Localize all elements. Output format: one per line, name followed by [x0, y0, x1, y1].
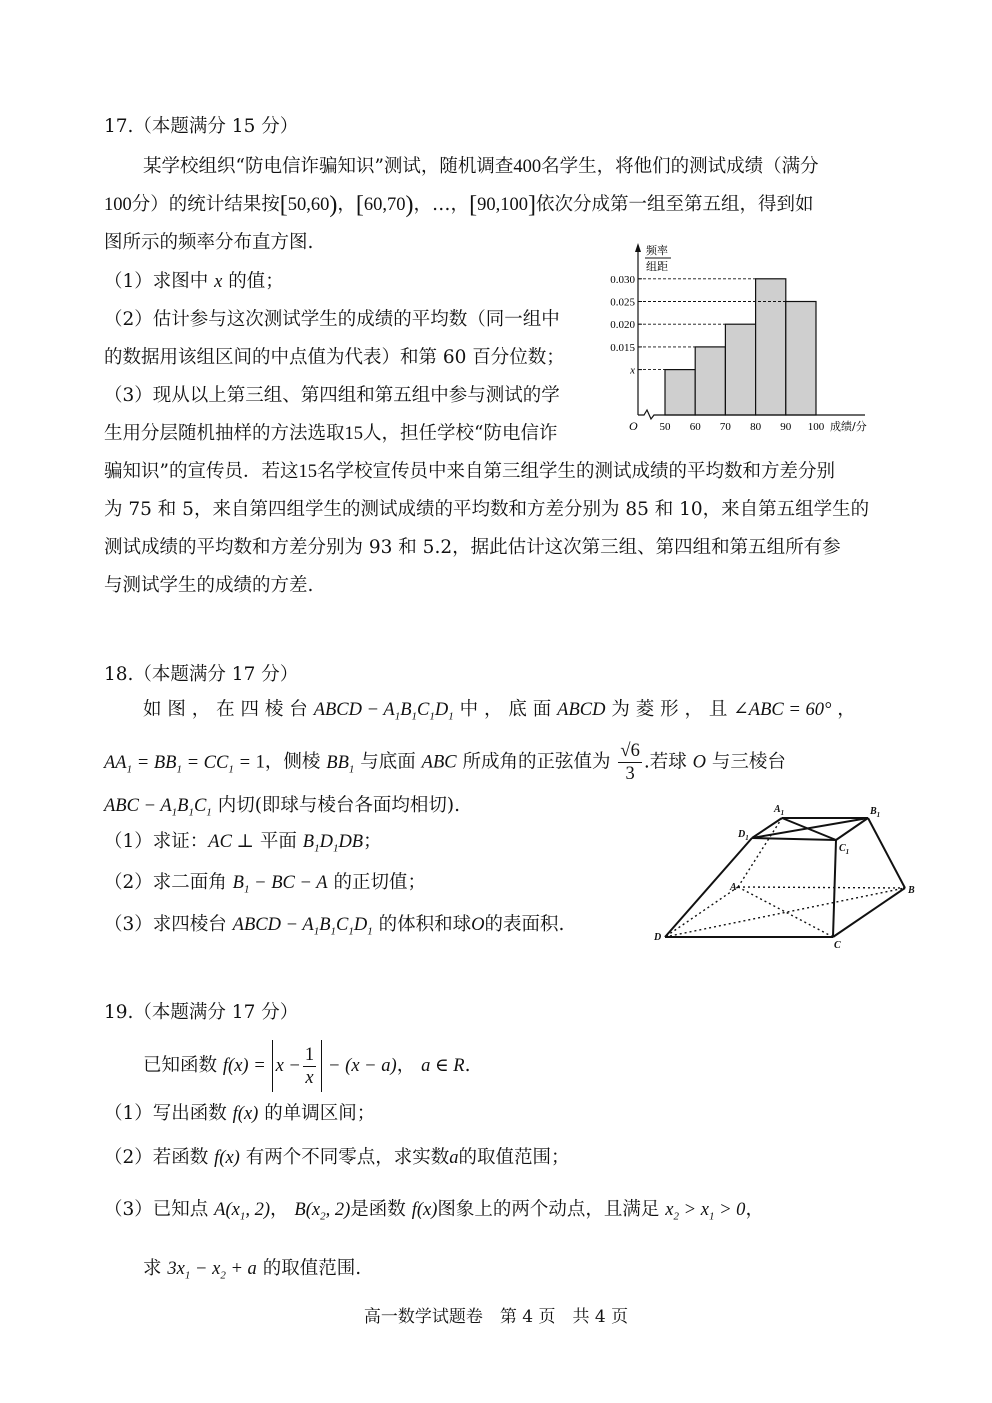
- q17-sub3-line5: 测试成绩的平均数和方差分别为 93 和 5.2，据此估计这次第三组、第四组和第五组所有参: [104, 537, 841, 558]
- vertex-label-d: D: [654, 932, 662, 943]
- q18-line2: $AA_1 = BB_1 = CC_1 = 1$，侧棱 $BB_1$ 与底面 ABC 所成角的正弦值为 $\frac{√6}{3}$ .若球 O 与三棱台: [104, 741, 786, 784]
- page-footer: 高一数学试题卷 第 4 页 共 4 页: [363, 1307, 629, 1327]
- q17-sub2-line2: 的数据用该组区间的中点值为代表）和第 60 百分位数；: [104, 347, 565, 368]
- q17-intro-line3: 图所示的频率分布直方图.: [104, 232, 314, 253]
- vertex-label-b1: $B_1$: [870, 806, 881, 819]
- q19-sub2: （2）若函数 f(x) 有两个不同零点，求实数a的取值范围；: [104, 1147, 570, 1168]
- q17-sub3-line1: （3）现从以上第三组、第四组和第五组中参与测试的学: [104, 385, 560, 406]
- frequency-histogram: [600, 238, 890, 438]
- x-tick-label-2: 60: [689, 421, 701, 433]
- histogram-bar-1: [665, 370, 695, 415]
- q17-heading: 17.（本题满分 15 分）: [104, 116, 299, 137]
- y-tick-label-1: 0.030: [610, 273, 635, 286]
- x-tick-label-5: 90: [780, 421, 792, 433]
- vertex-label-a: A: [730, 882, 737, 893]
- q18-sub1: （1）求证：AC ⊥ 平面 $B_1D_1DB$；: [104, 831, 382, 855]
- y-tick-label-4: 0.015: [610, 341, 635, 354]
- y-tick-label-3: 0.020: [610, 319, 635, 332]
- vertex-label-d1: $D_1$: [738, 829, 749, 842]
- histogram-bar-2: [695, 347, 725, 415]
- x-tick-label-6: 100: [807, 421, 825, 433]
- q18-line1: 如 图 ， 在 四 棱 台 ABCD − $A_1B_1C_1D_1$ 中 ， 底 面 ABCD 为 菱 形 ， 且 ∠ABC = 60° ，: [143, 699, 856, 723]
- q19-function-def: 已知函数 f(x) = x − $\frac{1}{x}$ − (x − a)， a ∈ R.: [143, 1040, 470, 1092]
- q17-intro-line2: 100分）的统计结果按[50,60)，[60,70)，…，[90,100]依次分成第一组至第五组，得到如: [104, 192, 814, 218]
- q18-line3: ABC − $A_1B_1C_1$ 内切(即球与棱台各面均相切).: [104, 795, 461, 819]
- q17-sub3-line3: 骗知识”的宣传员．若这15名学校宣传员中来自第三组学生的测试成绩的平均数和方差分别: [104, 461, 835, 482]
- histogram-bar-4: [756, 279, 786, 415]
- y-axis-label-bottom: 组距: [646, 260, 668, 273]
- origin-label: O: [629, 419, 638, 433]
- x-axis-label: 成绩/分: [830, 420, 867, 433]
- q19-sub3-line1: （3）已知点 $A(x_1$, 2)， $B(x_2$, 2)是函数 f(x)图象上的两个动点，且满足 $x_2 > x_1 > 0$，: [104, 1199, 764, 1223]
- y-tick-label-5: x: [630, 364, 635, 377]
- q17-intro-line1: 某学校组织“防电信诈骗知识”测试，随机调查400名学生，将他们的测试成绩（满分: [143, 156, 819, 177]
- vertex-label-c: C: [834, 940, 841, 950]
- x-tick-label-3: 70: [719, 421, 731, 433]
- vertex-label-a1: $A_1$: [774, 804, 785, 817]
- vertex-label-c1: $C_1$: [839, 843, 850, 856]
- x-tick-label-4: 80: [750, 421, 762, 433]
- q17-sub3-line6: 与测试学生的成绩的方差.: [104, 575, 314, 596]
- frustum-figure: [650, 800, 920, 950]
- q18-sub3: （3）求四棱台 ABCD − $A_1B_1C_1D_1$ 的体积和球O的表面积.: [104, 914, 565, 938]
- x-tick-label-1: 50: [659, 421, 671, 433]
- q18-sub2: （2）求二面角 $B_1$ − BC − A 的正切值；: [104, 872, 426, 896]
- y-axis-arrow: [635, 243, 641, 252]
- q17-sub2-line1: （2）估计参与这次测试学生的成绩的平均数（同一组中: [104, 309, 560, 330]
- histogram-bar-3: [725, 324, 755, 415]
- q19-sub3-line2: 求 $3x_1 - x_2 + a$ 的取值范围.: [143, 1258, 362, 1282]
- q17-sub3-line4: 为 75 和 5，来自第四组学生的测试成绩的平均数和方差分别为 85 和 10，来自第五组学生的: [104, 499, 870, 520]
- q18-heading: 18.（本题满分 17 分）: [104, 664, 299, 685]
- y-tick-label-2: 0.025: [610, 296, 635, 309]
- q19-heading: 19.（本题满分 17 分）: [104, 1002, 299, 1023]
- histogram-bar-5: [786, 302, 816, 416]
- q17-sub1: （1）求图中 x 的值；: [104, 271, 284, 292]
- q17-sub3-line2: 生用分层随机抽样的方法选取15人，担任学校“防电信诈: [104, 423, 558, 444]
- q19-sub1: （1）写出函数 f(x) 的单调区间；: [104, 1103, 376, 1124]
- vertex-label-b: B: [908, 885, 915, 896]
- y-axis-label-top: 频率: [646, 244, 668, 257]
